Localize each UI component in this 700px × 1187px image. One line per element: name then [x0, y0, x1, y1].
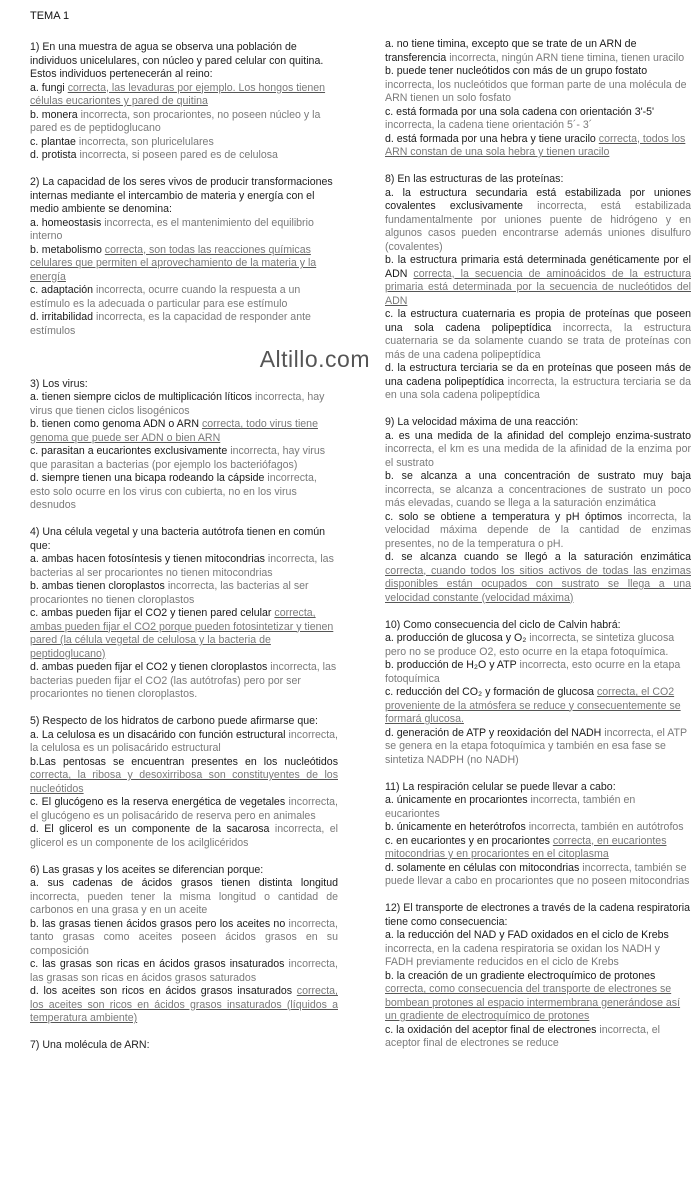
question-block — [385, 173, 691, 403]
incorrect-explanation: incorrecta, ningún ARN tiene timina, tienen uracilo — [449, 51, 685, 64]
correct-explanation: correcta, todos los ARN constan de una sola hebra y tienen uracilo — [385, 132, 686, 158]
answer-option — [385, 794, 691, 821]
option-label: d. los aceites son ricos en ácidos grasos insaturados — [30, 985, 293, 997]
answer-option — [385, 727, 691, 768]
question-stem: 1) En una muestra de agua se observa una población de individuos unicelulares, con núcleo y pared celular con quitina. Estos individuos pertenecerán al reino: — [30, 41, 324, 80]
option-label: d. protista — [30, 149, 77, 161]
answer-option — [385, 821, 691, 835]
option-label: c. El glucógeno es la reserva energética de vegetales — [30, 796, 286, 808]
option-label: a. únicamente en procariontes — [385, 794, 528, 806]
question-stem: 6) Las grasas y los aceites se diferencian porque: — [30, 863, 264, 876]
answer-option — [30, 580, 338, 607]
option-label: a. homeostasis — [30, 216, 102, 229]
incorrect-explanation: incorrecta, la cadena tiene orientación 5´- 3´ — [385, 119, 593, 131]
answer-option — [385, 470, 691, 511]
incorrect-explanation: incorrecta, los nucleótidos que forman parte de una molécula de ARN tienen un solo fosfato — [385, 78, 687, 104]
incorrect-explanation: incorrecta, la estructura terciaria se da en una sola cadena polipeptídica — [385, 375, 691, 401]
option-label: d. se alcanza cuando se llegó a la saturación enzimática — [385, 551, 691, 563]
option-label: a. tienen siempre ciclos de multiplicación líticos — [30, 391, 252, 403]
answer-option — [30, 445, 338, 472]
incorrect-explanation: incorrecta, está estabilizada fundamentalmente por uniones puente de hidrógeno y en algunos casos pueden encontrarse además uniones disulfuro (covalentes) — [385, 200, 691, 253]
incorrect-explanation: incorrecta, hay virus que parasitan a bacterias (por ejemplo los bacteriófagos) — [30, 445, 326, 471]
correct-explanation: correcta, todo virus tiene genoma que puede ser ADN o bien ARN — [30, 418, 318, 444]
option-label: c. reducción del CO₂ y formación de glucosa — [385, 686, 595, 698]
question-stem: 5) Respecto de los hidratos de carbono puede afirmarse que: — [30, 715, 318, 727]
question-block — [30, 864, 338, 1026]
answer-option — [30, 661, 338, 702]
question-stem: 4) Una célula vegetal y una bacteria autótrofa tienen en común que: — [30, 526, 326, 552]
question-stem: 3) Los virus: — [30, 377, 88, 390]
answer-option — [30, 82, 338, 109]
incorrect-explanation: incorrecta, en la cadena respiratoria se oxidan los NADH y FADH previamente reducidos en el ciclo de Krebs — [385, 942, 660, 968]
answer-option — [30, 109, 338, 136]
answer-option — [30, 958, 338, 985]
option-label: c. solo se obtiene a temperatura y pH óptimos — [385, 510, 623, 523]
question-block — [30, 526, 338, 702]
correct-explanation: correcta, cuando todos los sitios activos de todas las enzimas disponibles están ocupados con sustrato se llega a una velocidad constante (velocidad máxima) — [385, 564, 691, 604]
question-block — [30, 41, 338, 163]
option-label: b. tienen como genoma ADN o ARN — [30, 418, 200, 430]
option-label: a. sus cadenas de ácidos grasos tienen distinta longitud — [30, 877, 338, 889]
option-label: d. generación de ATP y reoxidación del NADH — [385, 726, 602, 739]
incorrect-explanation: incorrecta, también en autótrofos — [528, 821, 684, 833]
option-label: d. ambas pueden fijar el CO2 y tienen cloroplastos — [30, 661, 268, 673]
answer-option — [30, 311, 338, 338]
option-label: b. ambas tienen cloroplastos — [30, 580, 165, 592]
answer-option — [385, 308, 691, 362]
option-label: c. las grasas son ricas en ácidos grasos insaturados — [30, 958, 285, 970]
answer-option — [385, 187, 691, 255]
answer-option — [30, 418, 338, 445]
correct-explanation: correcta, las levaduras por ejemplo. Los hongos tienen células eucariontes y pared de quitina — [30, 81, 326, 107]
incorrect-explanation: incorrecta, hay virus que tienen ciclos lisogénicos — [30, 391, 325, 417]
question-stem: 8) En las estructuras de las proteínas: — [385, 173, 564, 185]
answer-option — [385, 254, 691, 308]
correct-explanation: correcta, como consecuencia del transporte de electrones se bombean protones al espacio intermembrana generándose así un gradiente de electroquímico de protones — [385, 983, 681, 1022]
left-column — [30, 41, 370, 1066]
question-block — [30, 715, 338, 850]
option-label: a. La celulosa es un disacárido con función estructural — [30, 728, 286, 741]
answer-option — [385, 133, 691, 160]
option-label: c. plantae — [30, 135, 76, 148]
option-label: a. la estructura secundaria está estabilizada por uniones covalentes exclusivamente — [385, 186, 691, 212]
watermark-logo: Altillo.com — [259, 345, 370, 372]
incorrect-explanation: incorrecta, el glicerol es un componente de los acilglicéridos — [30, 823, 338, 849]
incorrect-explanation: incorrecta, son pluricelulares — [78, 135, 214, 148]
question-block — [385, 619, 691, 768]
question-stem: 11) La respiración celular se puede llevar a cabo: — [385, 780, 616, 793]
answer-option — [385, 632, 691, 659]
question-block — [30, 1039, 338, 1053]
option-label: c. la estructura cuaternaria es propia de proteínas que poseen una sola cadena polipeptídica — [385, 308, 691, 334]
incorrect-explanation: incorrecta, el glucógeno es un polisacárido de reserva pero en animales — [30, 796, 338, 822]
question-block — [385, 781, 691, 889]
correct-explanation: correcta, en eucariontes mitocondrias y en procariontes en el citoplasma — [385, 834, 667, 860]
incorrect-explanation: incorrecta, si poseen pared es de celulosa — [79, 149, 278, 161]
option-label: d. El glicerol es un componente de la sacarosa — [30, 823, 270, 835]
option-label: b. metabolismo — [30, 243, 102, 256]
question-block — [385, 902, 691, 1051]
question-stem: 10) Como consecuencia del ciclo de Calvin habrá: — [385, 618, 621, 631]
option-label: a. fungi — [30, 81, 65, 94]
answer-option — [385, 551, 691, 605]
incorrect-explanation: incorrecta, la velocidad máxima depende de la cantidad de enzimas presentes, no de la temperatura o pH. — [385, 510, 691, 550]
incorrect-explanation: incorrecta, las bacterias pueden fijar el CO2 (las autótrofas) pero por ser procariontes no tienen cloroplastos. — [30, 661, 337, 700]
answer-option — [30, 149, 338, 163]
answer-option — [30, 553, 338, 580]
option-label: a. la reducción del NAD y FAD oxidados en el ciclo de Krebs — [385, 929, 669, 941]
incorrect-explanation: incorrecta, el km es una medida de la afinidad de la enzima por el sustrato — [385, 443, 691, 469]
answer-option — [30, 391, 338, 418]
answer-option — [30, 918, 338, 959]
incorrect-explanation: incorrecta, es el mantenimiento del equilibrio interno — [30, 216, 314, 242]
option-label: c. parasitan a eucariontes exclusivamente — [30, 445, 228, 457]
answer-option — [385, 65, 691, 106]
incorrect-explanation: incorrecta, ocurre cuando la respuesta a un estímulo es la adecuada o particular para ese estímulo — [30, 284, 301, 310]
correct-explanation: correcta, el CO2 proveniente de la atmósfera se reduce y consecuentemente se formará glucosa. — [385, 686, 681, 725]
correct-explanation: correcta, son todas las reacciones químicas celulares que permiten el aprovechamiento de la materia y la energía — [30, 243, 317, 283]
correct-explanation: correcta, la secuencia de aminoácidos de la estructura primaria está determinada por la secuencia de nucleótidos del ADN — [385, 267, 691, 307]
answer-option — [385, 929, 691, 970]
answer-option — [385, 862, 691, 889]
option-label: a. producción de glucosa y O₂ — [385, 632, 527, 644]
option-label: b. monera — [30, 108, 78, 121]
incorrect-explanation: incorrecta, esto solo ocurre en los virus con cubierta, no en los virus desnudos — [30, 472, 317, 511]
answer-option — [385, 38, 691, 65]
option-label: d. la estructura terciaria se da en proteínas que poseen más de una cadena polipeptídica — [385, 362, 691, 388]
answer-option — [30, 823, 338, 850]
option-label: b. se alcanza a una concentración de sustrato muy baja — [385, 470, 691, 482]
right-column — [385, 38, 691, 1064]
question-stem: 12) El transporte de electrones a través de la cadena respiratoria tiene como consecuencia: — [385, 902, 691, 928]
answer-option — [30, 729, 338, 756]
option-label: c. está formada por una sola cadena con orientación 3'-5' — [385, 105, 655, 118]
document-title: TEMA 1 — [30, 10, 70, 22]
question-block — [385, 416, 691, 605]
incorrect-explanation: incorrecta, también se puede llevar a cabo en procariontes que no poseen mitocondrias — [385, 861, 690, 887]
option-label: c. adaptación — [30, 284, 94, 296]
incorrect-explanation: incorrecta, pueden tener la misma longitud o cantidad de carbonos en una grasa y en un aceite — [30, 890, 338, 916]
option-label: d. irritabilidad — [30, 311, 94, 323]
incorrect-explanation: incorrecta, se alcanza a concentraciones de sustrato un poco más elevadas, cuando se llega a la saturación enzimática — [385, 483, 691, 509]
option-label: b. la creación de un gradiente electroquímico de protones — [385, 969, 656, 982]
option-label: b. únicamente en heterótrofos — [385, 821, 526, 833]
option-label: a. no tiene timina, excepto que se trate de un ARN de transferencia — [385, 38, 637, 64]
answer-option — [385, 835, 691, 862]
option-label: c. en eucariontes y en procariontes — [385, 834, 550, 847]
option-label: b. las grasas tienen ácidos grasos pero los aceites no — [30, 917, 286, 930]
incorrect-explanation: incorrecta, esto ocurre en la etapa fotoquímica — [385, 659, 681, 685]
answer-option — [30, 985, 338, 1026]
answer-option — [30, 472, 338, 513]
answer-option — [385, 106, 691, 133]
question-stem: 7) Una molécula de ARN: — [30, 1039, 150, 1051]
answer-option — [385, 970, 691, 1024]
question-block — [30, 378, 338, 513]
option-label: b. la estructura primaria está determinada genéticamente por el ADN — [385, 254, 691, 280]
incorrect-explanation: incorrecta, la estructura cuaternaria se da solamente cuando se trata de proteínas con más de una cadena polipeptídica — [385, 321, 691, 361]
correct-explanation: correcta, los aceites son ricos en ácidos grasos insaturados (líquidos a temperatura ambiente) — [30, 985, 338, 1024]
incorrect-explanation: incorrecta, las bacterias al ser procariontes no tienen cloroplastos — [30, 580, 309, 606]
option-label: a. es una medida de la afinidad del complejo enzima-sustrato — [385, 429, 691, 442]
incorrect-explanation: incorrecta, son procariontes, no poseen núcleo y la pared es de peptidoglucano — [30, 108, 321, 134]
answer-option — [385, 511, 691, 552]
option-label: b.Las pentosas se encuentran presentes en los nucleótidos — [30, 755, 338, 768]
incorrect-explanation: incorrecta, tanto grasas como aceites poseen ácidos grasos en su composición — [30, 917, 338, 957]
incorrect-explanation: incorrecta, la celulosa es un polisacárido estructural — [30, 728, 338, 754]
option-label: d. siempre tienen una bicapa rodeando la cápside — [30, 472, 265, 484]
question-stem: 2) La capacidad de los seres vivos de producir transformaciones internas mediante el intercambio de materia y energía con el medio ambiente se denomina: — [30, 176, 333, 215]
incorrect-explanation: incorrecta, las bacterias al ser procariontes no tienen mitocondrias — [30, 553, 334, 579]
answer-option — [30, 607, 338, 661]
question-block — [385, 38, 691, 160]
incorrect-explanation: incorrecta, se sintetiza glucosa pero no se produce O2, esto ocurre en la etapa fotoquímica. — [385, 632, 675, 658]
answer-option — [385, 1024, 691, 1051]
question-block — [30, 176, 338, 338]
answer-option — [30, 796, 338, 823]
option-label: b. puede tener nucleótidos con más de un grupo fostato — [385, 65, 648, 77]
option-label: c. la oxidación del aceptor final de electrones — [385, 1023, 597, 1036]
correct-explanation: correcta, ambas pueden fijar el CO2 porque pueden fotosintetizar y tienen pared (la célula vegetal de celulosa y la bacteria de peptidoglucano) — [30, 607, 334, 660]
answer-option — [385, 686, 691, 727]
incorrect-explanation: incorrecta, las grasas son ricas en ácidos grasos saturados — [30, 958, 338, 984]
option-label: b. producción de H₂O y ATP — [385, 659, 517, 671]
answer-option — [30, 756, 338, 797]
incorrect-explanation: incorrecta, el aceptor final de electrones se reduce — [385, 1023, 661, 1049]
answer-option — [30, 877, 338, 918]
option-label: c. ambas pueden fijar el CO2 y tienen pared celular — [30, 607, 272, 619]
answer-option — [30, 284, 338, 311]
answer-option — [385, 430, 691, 471]
answer-option — [30, 136, 338, 150]
question-stem: 9) La velocidad máxima de una reacción: — [385, 416, 579, 428]
answer-option — [385, 659, 691, 686]
correct-explanation: correcta, la ribosa y desoxirribosa son constituyentes de los nucleótidos — [30, 769, 338, 795]
option-label: a. ambas hacen fotosíntesis y tienen mitocondrias — [30, 553, 265, 565]
incorrect-explanation: incorrecta, es la capacidad de responder ante estímulos — [30, 311, 311, 337]
incorrect-explanation: incorrecta, también en eucariontes — [385, 794, 636, 820]
option-label: d. solamente en células con mitocondrias — [385, 861, 580, 874]
answer-option — [30, 244, 338, 285]
option-label: d. está formada por una hebra y tiene uracilo — [385, 132, 596, 145]
answer-option — [30, 217, 338, 244]
incorrect-explanation: incorrecta, el ATP se genera en la etapa fotoquímica y también en esa fase se sintetiza NADPH (no NADH) — [385, 726, 687, 766]
answer-option — [385, 362, 691, 403]
